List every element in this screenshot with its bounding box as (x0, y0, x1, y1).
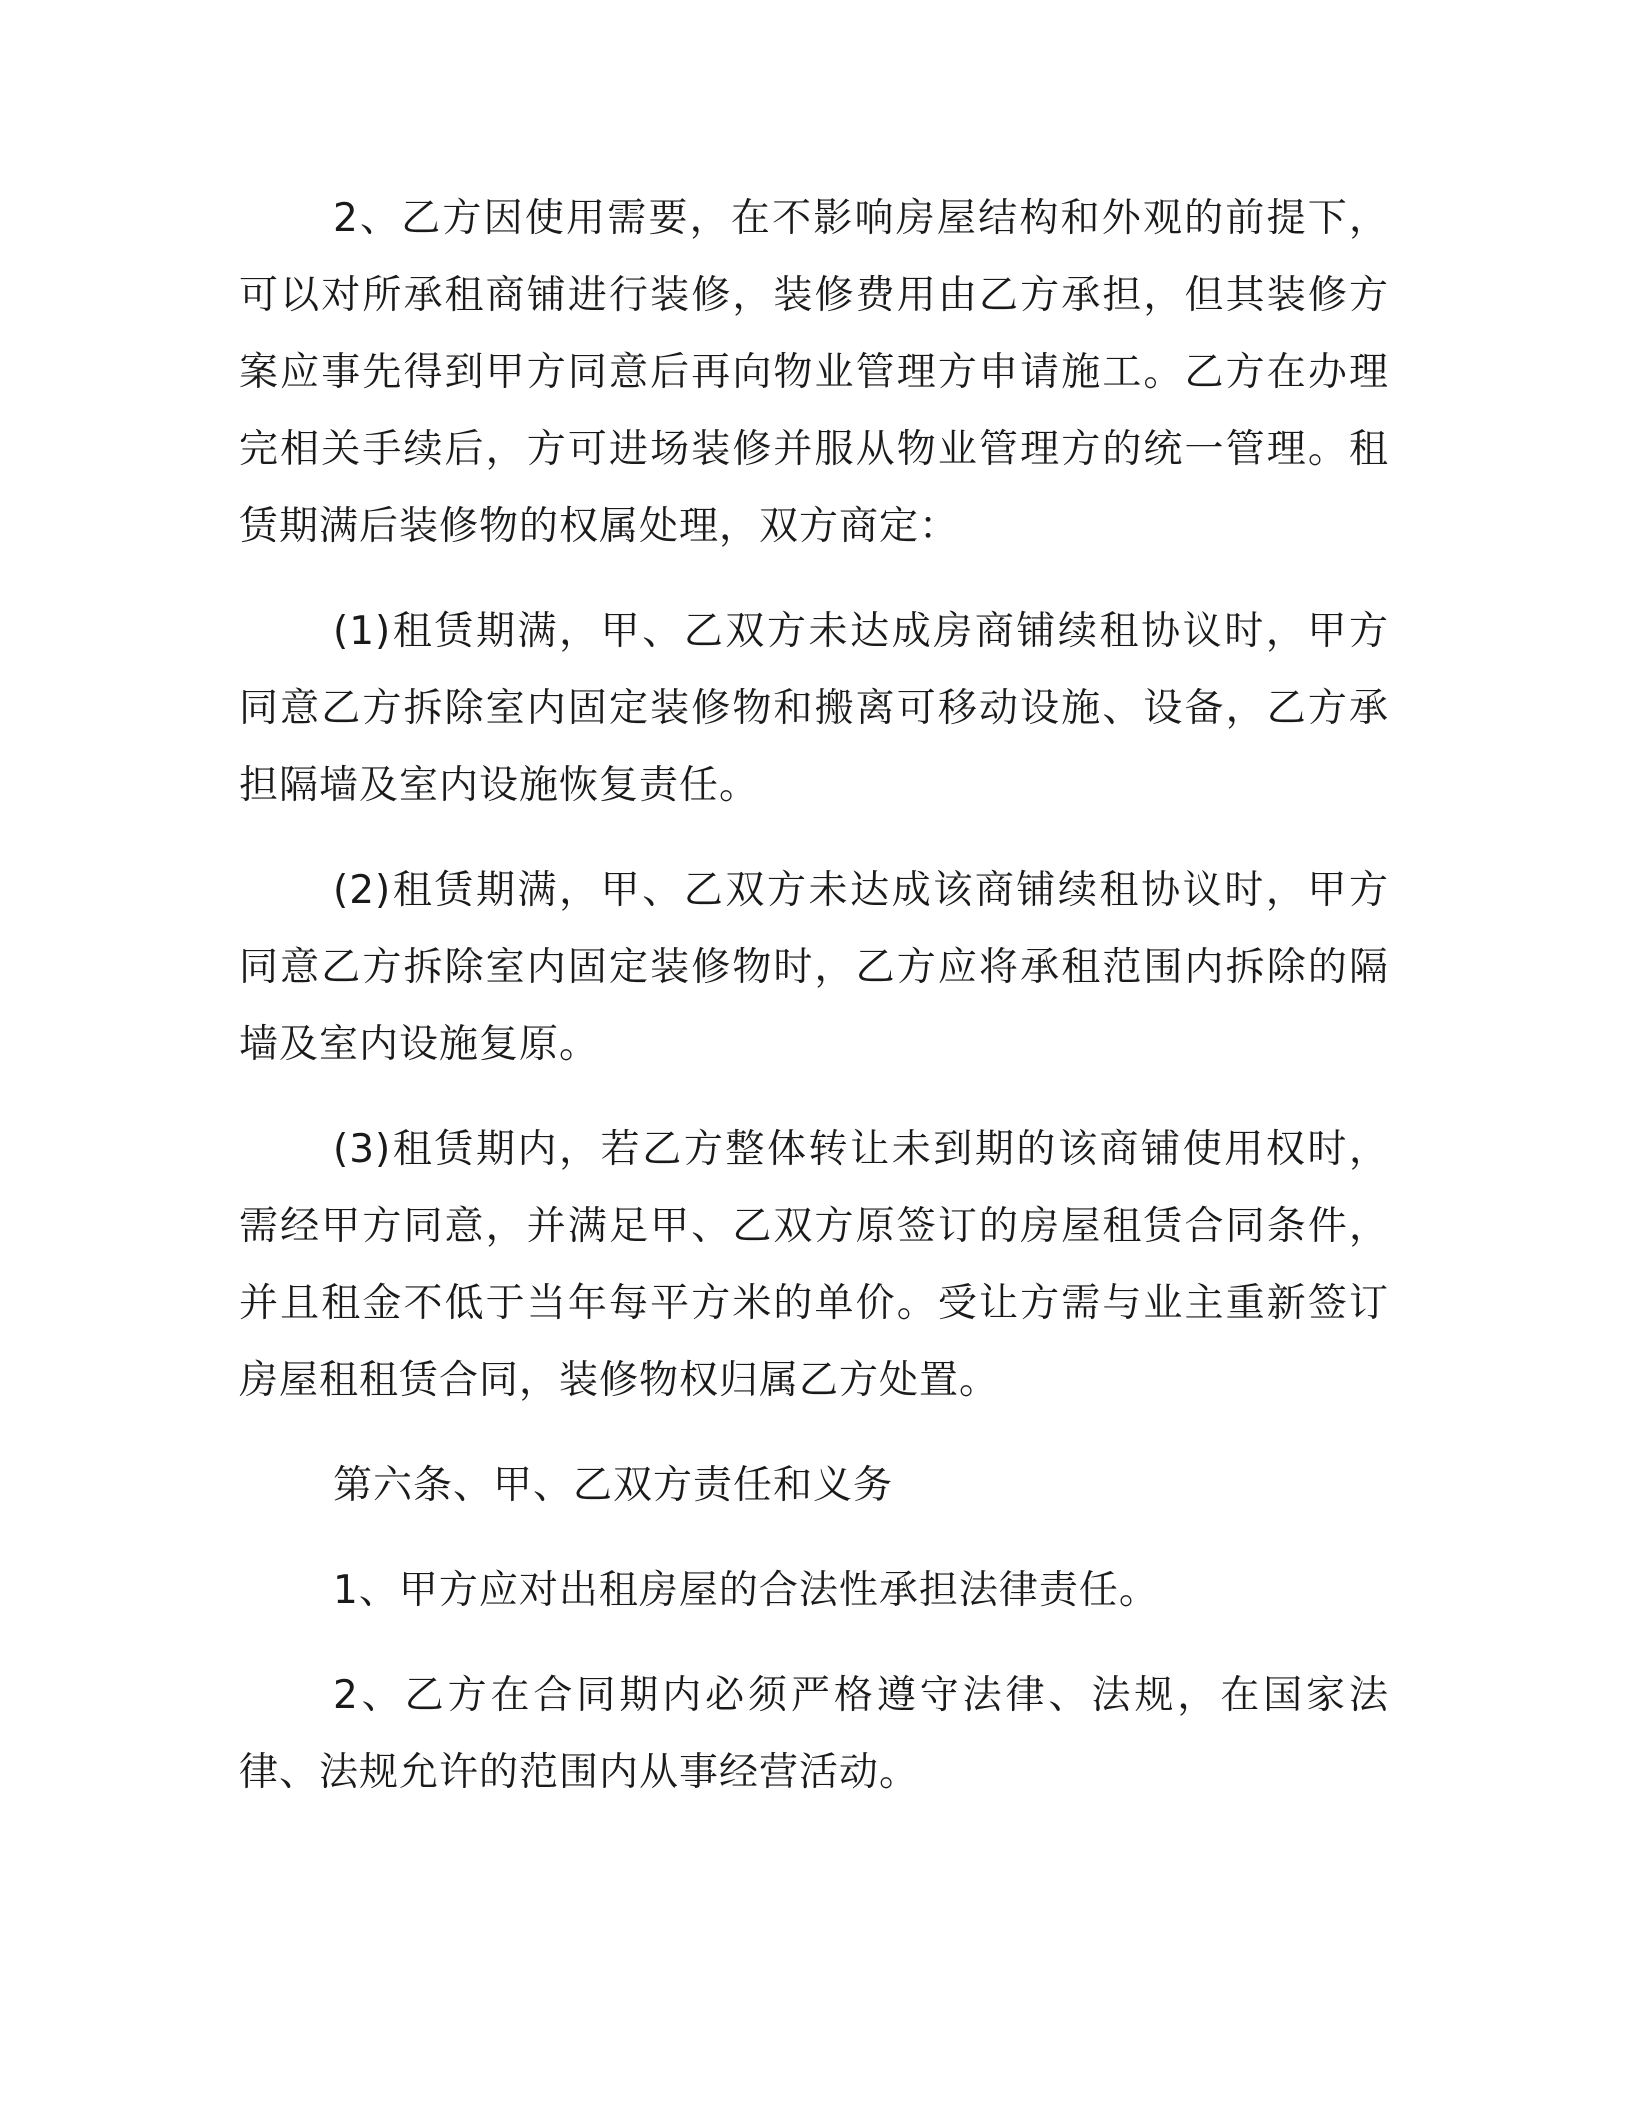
paragraph-party-a-duty: 1、甲方应对出租房屋的合法性承担法律责任。 (333, 1568, 1159, 1613)
document-page (239, 180, 1389, 1839)
section-heading-article-6: 第六条、甲、乙双方责任和义务 (333, 1463, 894, 1508)
paragraph-item-2: (2)租赁期满，甲、乙双方未达成该商铺续租协议时，甲方同意乙方拆除室内固定装修物时，乙方应将承租范围内拆除的隔墙及室内设施复原。 (239, 868, 1389, 1067)
paragraph-item-3: (3)租赁期内，若乙方整体转让未到期的该商铺使用权时，需经甲方同意，并满足甲、乙双方原签订的房屋租赁合同条件，并且租金不低于当年每平方米的单价。受让方需与业主重新签订房屋租租赁合同，装修物权归属乙方处置。 (239, 1127, 1389, 1403)
paragraph-renovation-clause: 2、乙方因使用需要，在不影响房屋结构和外观的前提下，可以对所承租商铺进行装修，装修费用由乙方承担，但其装修方案应事先得到甲方同意后再向物业管理方申请施工。乙方在办理完相关手续后，方可进场装修并服从物业管理方的统一管理。租赁期满后装修物的权属处理，双方商定： (239, 196, 1389, 549)
paragraph-item-1: (1)租赁期满，甲、乙双方未达成房商铺续租协议时，甲方同意乙方拆除室内固定装修物和搬离可移动设施、设备，乙方承担隔墙及室内设施恢复责任。 (239, 609, 1389, 808)
paragraph-party-b-duty: 2、乙方在合同期内必须严格遵守法律、法规，在国家法律、法规允许的范围内从事经营活动。 (239, 1673, 1389, 1795)
